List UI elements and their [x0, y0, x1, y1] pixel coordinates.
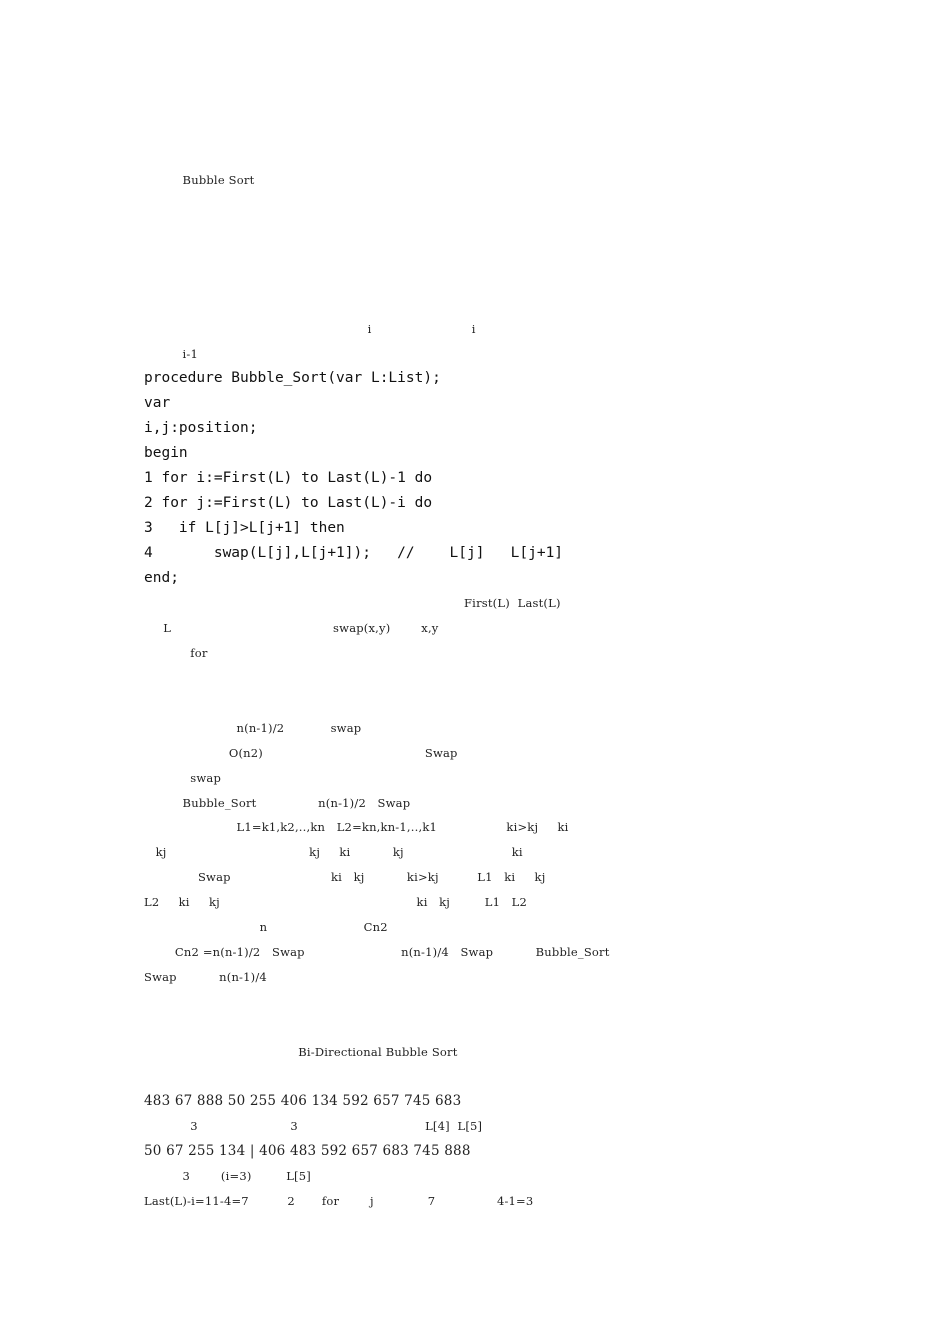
code-line: 3 if L[j]>L[j+1] then [144, 520, 345, 536]
code-line: procedure Bubble_Sort(var L:List); [144, 370, 441, 386]
text-line: Bubble_Sort n(n-1)/2 Swap [144, 796, 411, 810]
code-line: 4 swap(L[j],L[j+1]); // L[j] L[j+1] [144, 545, 564, 561]
text-line: L swap(x,y) x,y [144, 621, 439, 635]
text-line: 3 (i=3) L[5] [144, 1169, 311, 1183]
text-line: Last(L)-i=11-4=7 2 for j 7 4-1=3 [144, 1194, 534, 1208]
text-line: i i [144, 322, 476, 336]
text-line: First(L) Last(L) [144, 596, 561, 610]
text-line: for [144, 646, 208, 660]
text-line: Swap n(n-1)/4 [144, 970, 267, 984]
text-line: Bi-Directional Bubble Sort [144, 1045, 458, 1059]
text-line: n(n-1)/2 swap [144, 721, 362, 735]
code-line: 1 for i:=First(L) to Last(L)-1 do [144, 470, 433, 486]
code-line: var [144, 395, 171, 411]
code-line: 2 for j:=First(L) to Last(L)-i do [144, 495, 433, 511]
number-sequence: 50 67 255 134 | 406 483 592 657 683 745 888 [144, 1143, 471, 1159]
text-line: swap [144, 771, 222, 785]
text-line: n Cn2 [144, 920, 388, 934]
text-line: Cn2 =n(n-1)/2 Swap n(n-1)/4 Swap Bubble_Sort [144, 945, 610, 959]
text-line: L1=k1,k2,..,kn L2=kn,kn-1,..,k1 ki>kj ki [144, 820, 569, 834]
text-line: O(n2) Swap [144, 746, 458, 760]
text-line: L2 ki kj ki kj L1 L2 [144, 895, 528, 909]
code-line: begin [144, 445, 188, 461]
text-line: 3 3 L[4] L[5] [144, 1119, 483, 1133]
text-line: kj kj ki kj ki [144, 845, 523, 859]
section-heading: Bubble Sort [144, 173, 255, 187]
code-line: i,j:position; [144, 420, 258, 436]
text-line: Swap ki kj ki>kj L1 ki kj [144, 870, 546, 884]
code-line: end; [144, 570, 179, 586]
number-sequence: 483 67 888 50 255 406 134 592 657 745 683 [144, 1093, 462, 1109]
text-line: i-1 [144, 347, 199, 361]
